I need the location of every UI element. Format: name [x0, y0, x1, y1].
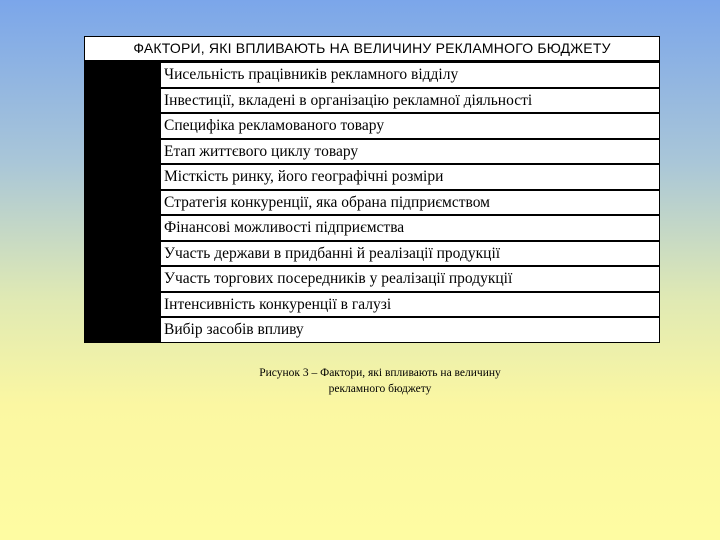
factor-list: [161, 63, 659, 344]
factor-item: Вибір засобів впливу: [161, 318, 659, 342]
figure-caption: [150, 365, 610, 397]
caption-line: Рисунок 3 – Фактори, які впливають на величину: [259, 367, 501, 379]
factor-item: Специфіка рекламованого товару: [161, 114, 659, 138]
factors-figure: [84, 36, 660, 343]
factor-item: Місткість ринку, його географічні розміри: [161, 165, 659, 189]
factor-item: Участь держави в придбанні й реалізації продукції: [161, 242, 659, 266]
factor-item: Участь торгових посередників у реалізації продукції: [161, 267, 659, 291]
caption-line: рекламного бюджету: [328, 383, 432, 395]
factor-item: Етап життєвого циклу товару: [161, 140, 659, 164]
factor-item: Фінансові можливості підприємства: [161, 216, 659, 240]
figure-title: ФАКТОРИ, ЯКІ ВПЛИВАЮТЬ НА ВЕЛИЧИНУ РЕКЛАМНОГО БЮДЖЕТУ: [84, 36, 660, 61]
factor-item: Інвестиції, вкладені в організацію рекламної діяльності: [161, 89, 659, 113]
factor-item: Чисельність працівників рекламного відділу: [161, 63, 659, 87]
factor-item: Стратегія конкуренції, яка обрана підприємством: [161, 191, 659, 215]
factor-item: Інтенсивність конкуренції в галузі: [161, 293, 659, 317]
